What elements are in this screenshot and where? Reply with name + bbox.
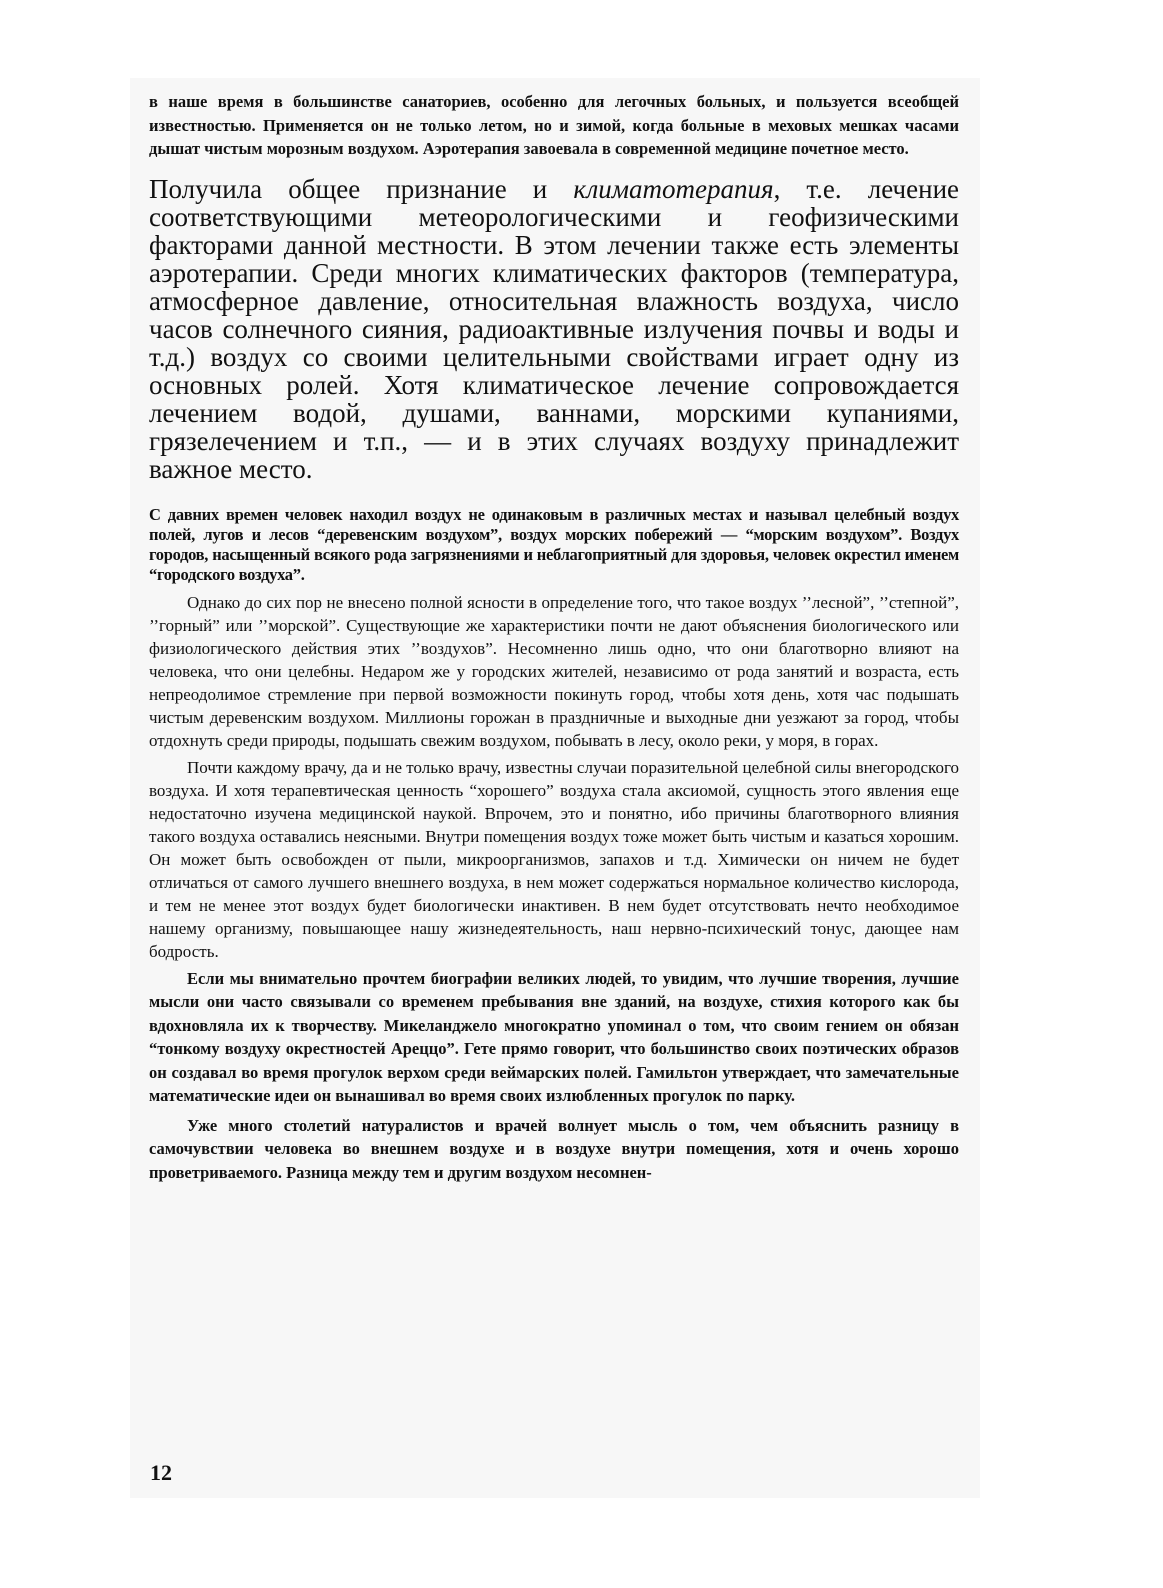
- paragraph-air-types: Однако до сих пор не внесено полной ясности в определение того, что такое воздух ’’лесной”, ’’степной”, ’’горный” или ’’морской”. Существующие же характеристики почти не дают объяснения биологического или физиологического действия этих ’’воздухов”. Несомненно лишь одно, что они благотворно влияют на человека, что они целебны. Недаром же у городских жителей, независимо от рода занятий и возраста, есть непреодолимое стремление при первой возможности покинуть город, чтобы хотя день, хотя час подышать чистым деревенским воздухом. Миллионы горожан в праздничные и выходные дни уезжают за город, чтобы отдохнуть среди природы, подышать свежим воздухом, побывать в лесу, около реки, у моря, в горах.: [149, 592, 959, 750]
- paragraph-climatotherapy: [149, 175, 959, 483]
- climatotherapy-term: климатотерапия: [573, 173, 774, 204]
- paragraph-naturalists: Уже много столетий натуралистов и врачей волнует мысль о том, чем объяснить разницу в самочувствии человека во внешнем воздухе и в воздухе внутри помещения, хотя и очень хорошо проветриваемого. Разница между тем и другим воздухом несомнен-: [149, 1115, 959, 1182]
- page-number: 12: [150, 1460, 172, 1485]
- paragraph-ancient-air-names: С давних времен человек находил воздух не одинаковым в различных местах и называл целебный воздух полей, лугов и лесов “деревенским воздухом”, воздух морских побережий — “морским воздухом”. Воздух городов, насыщенный всякого рода загрязнениями и неблагоприятный для здоровья, человек окрестил именем “городского воздуха”.: [149, 504, 959, 584]
- paragraph-great-people: Если мы внимательно прочтем биографии великих людей, то увидим, что лучшие творения, лучшие мысли они часто связывали со временем пребывания вне зданий, на воздухе, стихия которого как бы вдохновляла их к творчеству. Микеланджело многократно упоминал о том, что своим гением он обязан “тонкому воздуху окрестностей Ареццо”. Гете прямо говорит, что большинство своих поэтических образов он создавал во время прогулок верхом среди веймарских полей. Гамильтон утверждает, что замечательные математические идеи он вынашивал во время своих излюбленных прогулок по парку.: [149, 968, 959, 1105]
- climatotherapy-text-start: Получила общее признание и: [149, 173, 574, 204]
- paragraph-aerotherapy-end: в наше время в большинстве санаториев, особенно для легочных больных, и пользуется всеобщей известностью. Применяется он не только летом, но и зимой, когда больные в меховых мешках часами дышат чистым морозным воздухом. Аэротерапия завоевала в современной медицине почетное место.: [149, 92, 959, 158]
- climatotherapy-text-rest: , т.е. лечение соответствующими метеорологическими и геофизическими факторами данной местности. В этом лечении также есть элементы аэротерапии. Среди многих климатических факторов (температура, атмосферное давление, относительная влажность воздуха, число часов солнечного сияния, радиоактивные излучения почвы и воды и т.д.) воздух со своими целительными свойствами играет одну из основных ролей. Хотя климатическое лечение сопровождается лечением водой, душами, ваннами, морскими купаниями, грязелечением и т.п., — и в этих случаях воздуху принадлежит важное место.: [149, 173, 959, 484]
- page-text-block: [149, 90, 959, 1184]
- paragraph-healing-power: Почти каждому врачу, да и не только врачу, известны случаи поразительной целебной силы внегородского воздуха. И хотя терапевтическая ценность “хорошего” воздуха стала аксиомой, сущность этого явления еще недостаточно изучена медицинской наукой. Впрочем, это и понятно, ибо причины благотворного влияния такого воздуха оставались неясными. Внутри помещения воздух тоже может быть чистым и казаться хорошим. Он может быть освобожден от пыли, микроорганизмов, запахов и т.д. Химически он ничем не будет отличаться от самого лучшего внешнего воздуха, в нем может содержаться нормальное количество кислорода, и тем не менее этот воздух будет биологически инактивен. В нем будет отсутствовать нечто необходимое нашему организму, повышающее нашу жизнедеятельность, наш нервно-психический тонус, дающее нам бодрость.: [149, 757, 959, 961]
